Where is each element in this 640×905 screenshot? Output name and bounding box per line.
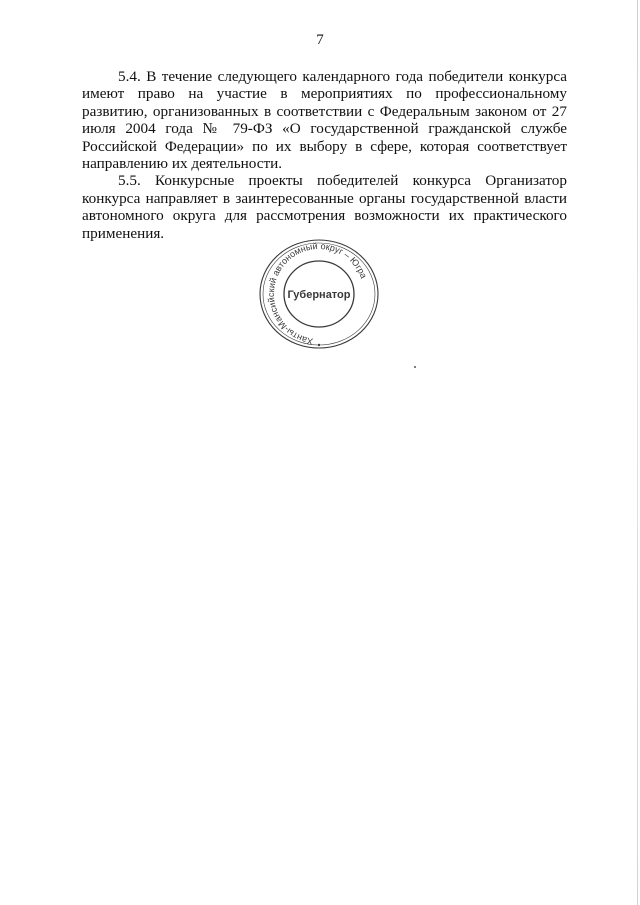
seal-bottom-dot — [318, 344, 320, 346]
scan-speck — [414, 366, 416, 368]
seal-ring-text-path: Ханты-Мансийский автономный округ – Югра — [265, 240, 369, 347]
paragraph-5-5: 5.5. Конкурсные проекты победителей конкурса Организатор конкурса направляет в заинтересованные органы государственной власти автономного округа для рассмотрения возможности их практического применения. — [82, 172, 567, 242]
page-edge-shadow — [637, 0, 638, 905]
seal-center-text: Губернатор — [287, 289, 351, 301]
paragraph-5-4: 5.4. В течение следующего календарного года победители конкурса имеют право на участие в мероприятиях по профессиональному развитию, организованных в соответствии с Федеральным законом от 27 июля 2004 года № 79-ФЗ «О государственной гражданской службе Российской Федерации» по их выбору в сфере, которая соответствует направлению их деятельности. — [82, 68, 567, 173]
page-number: 7 — [316, 32, 324, 48]
seal-graphic — [251, 238, 387, 354]
document-body — [82, 68, 567, 242]
governor-seal-stamp — [251, 238, 387, 354]
